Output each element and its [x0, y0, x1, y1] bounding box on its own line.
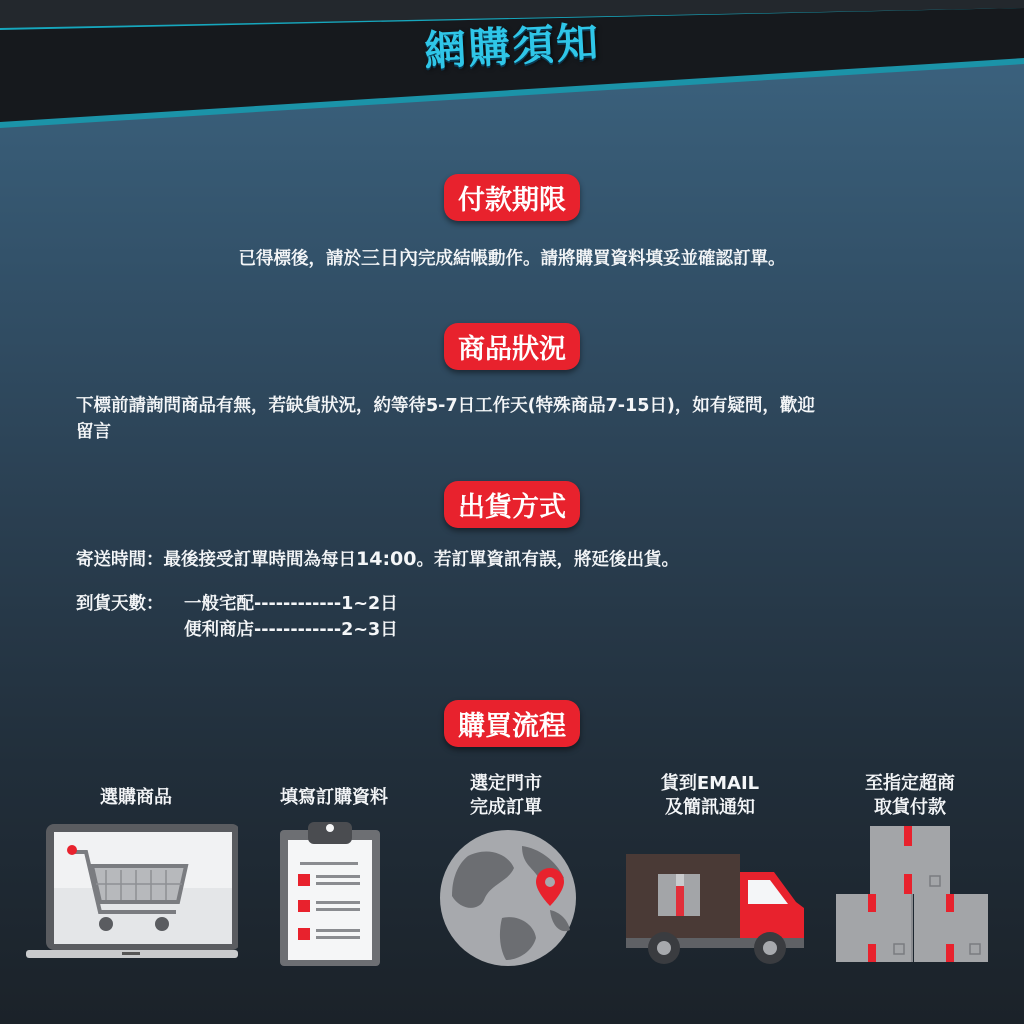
header-banner	[0, 0, 1024, 150]
clipboard-icon	[278, 818, 382, 968]
flow-step-label: 貨到EMAIL 及簡訊通知	[660, 773, 760, 818]
laptop-cart-icon	[26, 822, 238, 962]
flow-step-label: 選定門市 完成訂單	[470, 773, 542, 818]
condition-text-line1: 下標前請詢問商品有無，若缺貨狀況，約等待5-7日工作天(特殊商品7-15日)，如有疑問，歡迎	[76, 396, 815, 416]
flow-heading: 購買流程	[444, 700, 580, 747]
globe-pin-icon	[438, 826, 582, 970]
payment-text: 已得標後，請於三日內完成結帳動作。請將購買資料填妥並確認訂單。	[238, 247, 786, 269]
delivery-days-label: 到貨天數：	[76, 594, 164, 614]
payment-heading: 付款期限	[444, 174, 580, 221]
flow-step-label: 至指定超商 取貨付款	[865, 773, 955, 818]
payment-deadline-emphasis: 三日內	[360, 247, 418, 269]
page-title: 網購須知	[422, 17, 602, 76]
delivery-row: 一般宅配------------1~2日	[184, 594, 398, 614]
condition-text-line2: 留言	[76, 422, 111, 442]
delivery-truck-icon	[624, 850, 808, 968]
delivery-row: 便利商店------------2~3日	[184, 620, 398, 640]
boxes-icon	[834, 824, 990, 964]
flow-step-label: 選購商品	[100, 787, 172, 808]
shipping-heading: 出貨方式	[444, 481, 580, 528]
cutoff-time: 14:00	[356, 548, 417, 570]
shipping-time: 寄送時間：最後接受訂單時間為每日14:00。若訂單資訊有誤，將延後出貨。	[76, 548, 679, 570]
condition-heading: 商品狀況	[444, 323, 580, 370]
flow-step-label: 填寫訂購資料	[280, 787, 388, 808]
